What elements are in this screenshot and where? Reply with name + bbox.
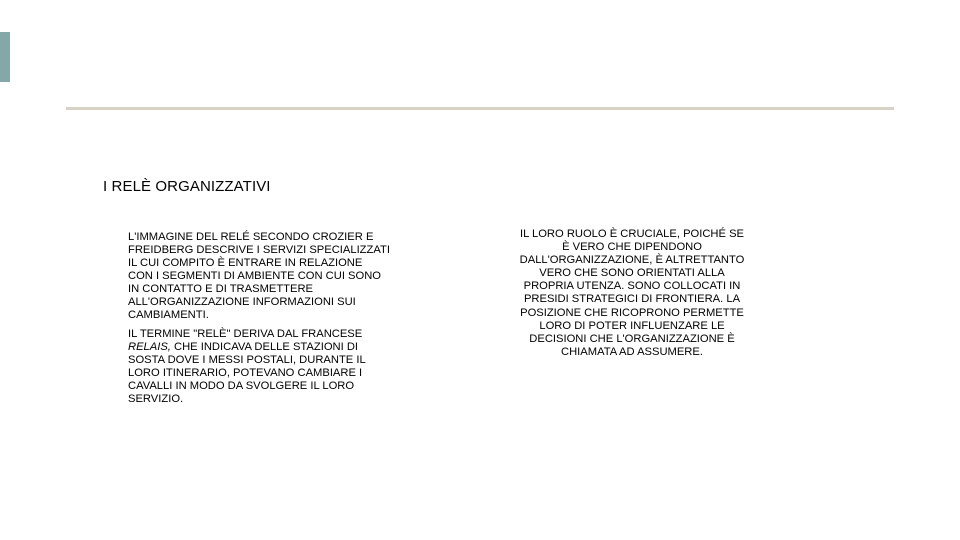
right-text-column xyxy=(516,228,748,359)
left-paragraph-2-end: CHE INDICAVA DELLE STAZIONI DI SOSTA DOVE I MESSI POSTALI, DURANTE IL LORO ITINERARIO, POTEVANO CAMBIARE I CAVALLI IN MODO DA SVOLGERE IL LORO SERVIZIO. xyxy=(128,341,366,405)
left-paragraph-1: L'IMMAGINE DEL RELÉ SECONDO CROZIER E FREIDBERG DESCRIVE I SERVIZI SPECIALIZZATI IL CUI COMPITO È ENTRARE IN RELAZIONE CON I SEGMENTI DI AMBIENTE CON CUI SONO IN CONTATTO E DI TRASMETTERE ALL'ORGANIZZAZIONE INFORMAZIONI SUI CAMBIAMENTI. xyxy=(128,231,390,321)
left-paragraph-2 xyxy=(128,328,390,406)
slide-title: I RELÈ ORGANIZZATIVI xyxy=(103,178,271,195)
left-paragraph-2-start: IL TERMINE "RELÈ" DERIVA DAL FRANCESE xyxy=(128,328,363,340)
accent-bar xyxy=(0,32,10,82)
header-divider xyxy=(66,107,894,110)
right-paragraph: IL LORO RUOLO È CRUCIALE, POICHÉ SE È VERO CHE DIPENDONO DALL'ORGANIZZAZIONE, È ALTRETTANTO VERO CHE SONO ORIENTATI ALLA PROPRIA UTENZA. SONO COLLOCATI IN PRESIDI STRATEGICI DI FRONTIERA. LA POSIZIONE CHE RICOPRONO PERMETTE LORO DI POTER INFLUENZARE LE DECISIONI CHE L'ORGANIZZAZIONE È CHIAMATA AD ASSUMERE. xyxy=(519,228,745,358)
left-text-column xyxy=(128,231,390,412)
relais-term: RELAIS, xyxy=(128,341,171,353)
